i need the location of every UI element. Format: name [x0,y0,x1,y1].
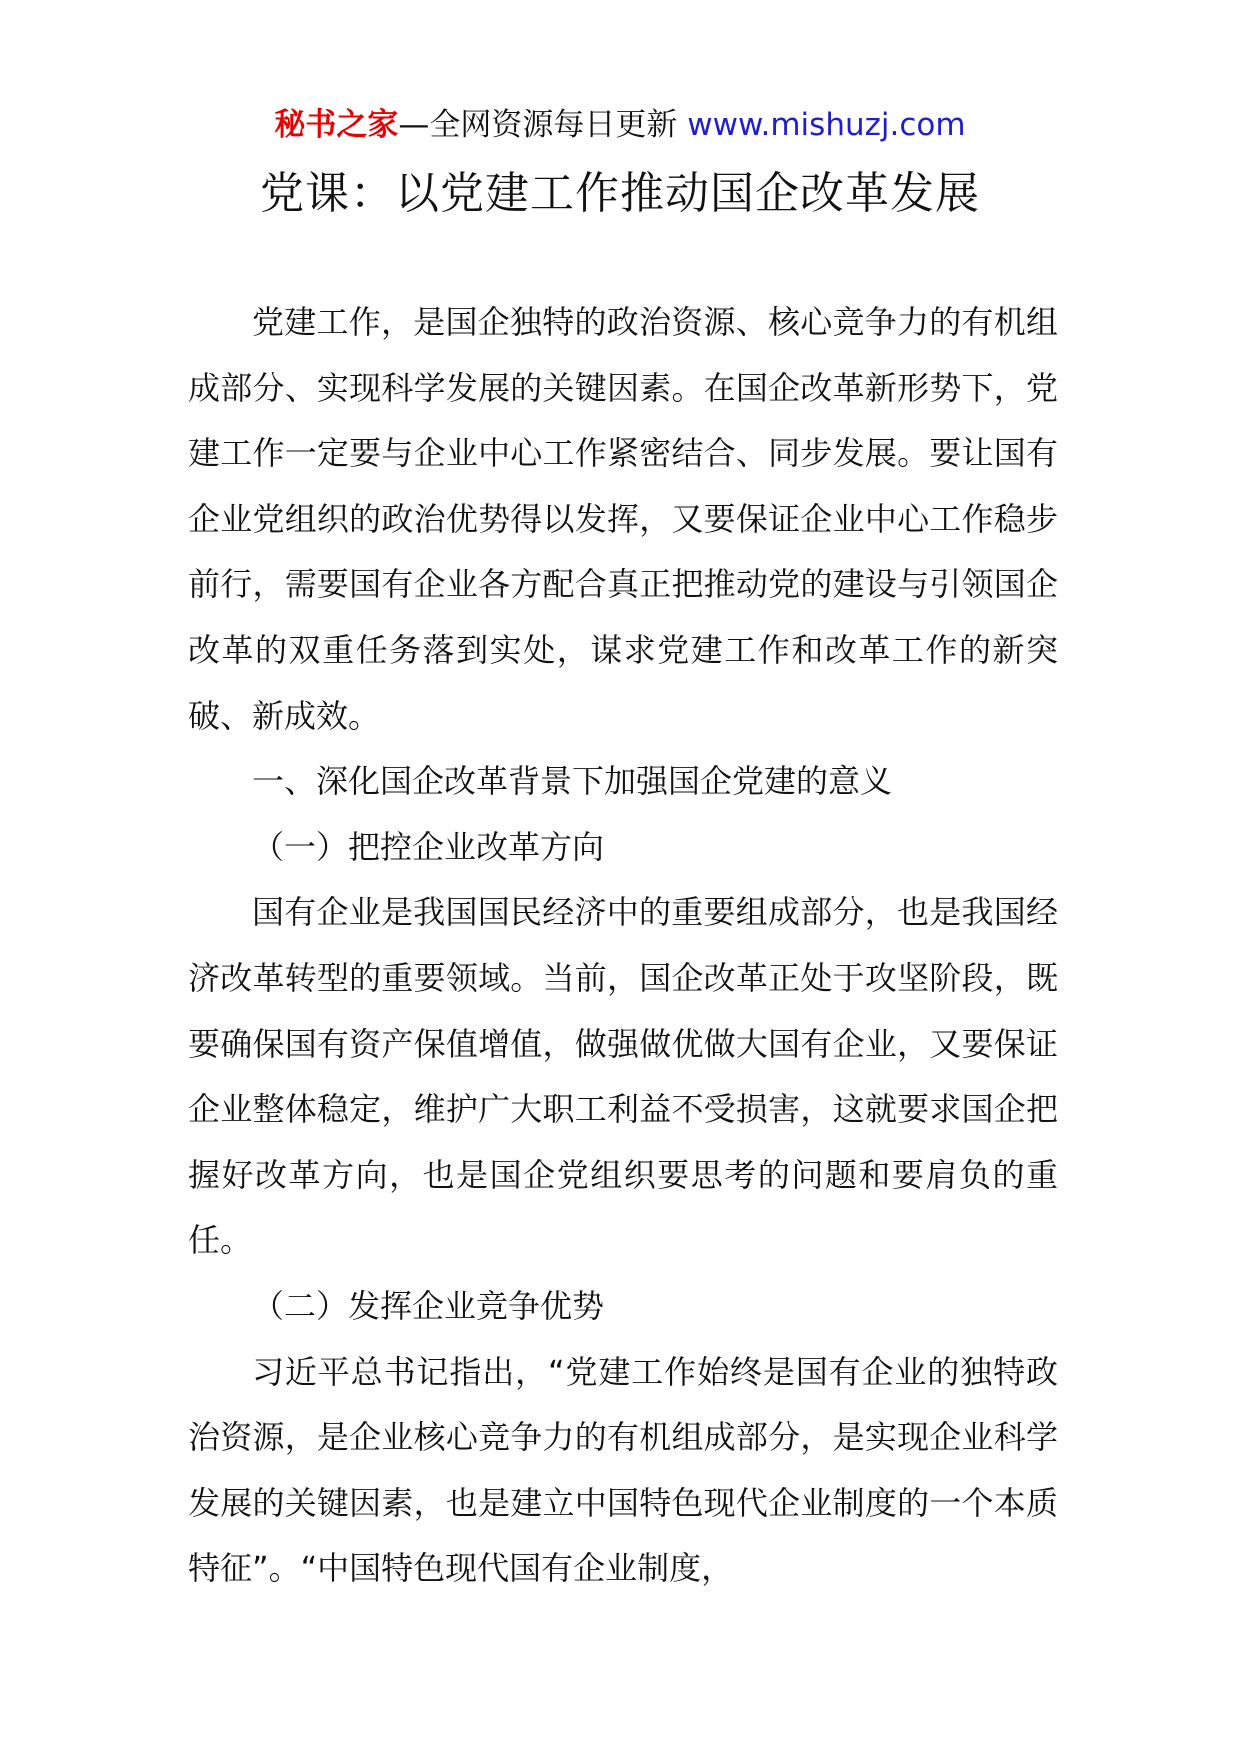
subsection-heading-1: （一）把控企业改革方向 [252,827,605,866]
site-url-link[interactable]: www.mishuzj.com [687,107,966,143]
section-heading-1: 一、深化国企改革背景下加强国企党建的意义 [252,762,893,801]
paragraph-competitive-advantage: 习近平总书记指出，“党建工作始终是国有企业的独特政治资源，是企业核心竞争力的有机组成部分，是实现企业科学发展的关键因素，也是建立中国特色现代企业制度的一个本质特征”。“中国特色现代国有企业制度， [188,1352,1058,1588]
document-title: 党课：以党建工作推动国企改革发展 [260,168,980,219]
subsection-heading-2: （二）发挥企业竞争优势 [252,1286,605,1325]
document-body [188,290,1058,1602]
paragraph-intro: 党建工作，是国企独特的政治资源、核心竞争力的有机组成部分、实现科学发展的关键因素。在国企改革新形势下，党建工作一定要与企业中心工作紧密结合、同步发展。要让国有企业党组织的政治优势得以发挥，又要保证企业中心工作稳步前行，需要国有企业各方配合真正把推动党的建设与引领国企改革的双重任务落到实处，谋求党建工作和改革工作的新突破、新成效。 [188,303,1058,735]
site-header [0,103,1240,147]
site-slogan: —全网资源每日更新 [398,107,688,143]
brand-name: 秘书之家 [274,107,399,143]
paragraph-reform-direction: 国有企业是我国国民经济中的重要组成部分，也是我国经济改革转型的重要领域。当前，国企改革正处于攻坚阶段，既要确保国有资产保值增值，做强做优做大国有企业，又要保证企业整体稳定，维护广大职工利益不受损害，这就要求国企把握好改革方向，也是国企党组织要思考的问题和要肩负的重任。 [188,893,1058,1260]
